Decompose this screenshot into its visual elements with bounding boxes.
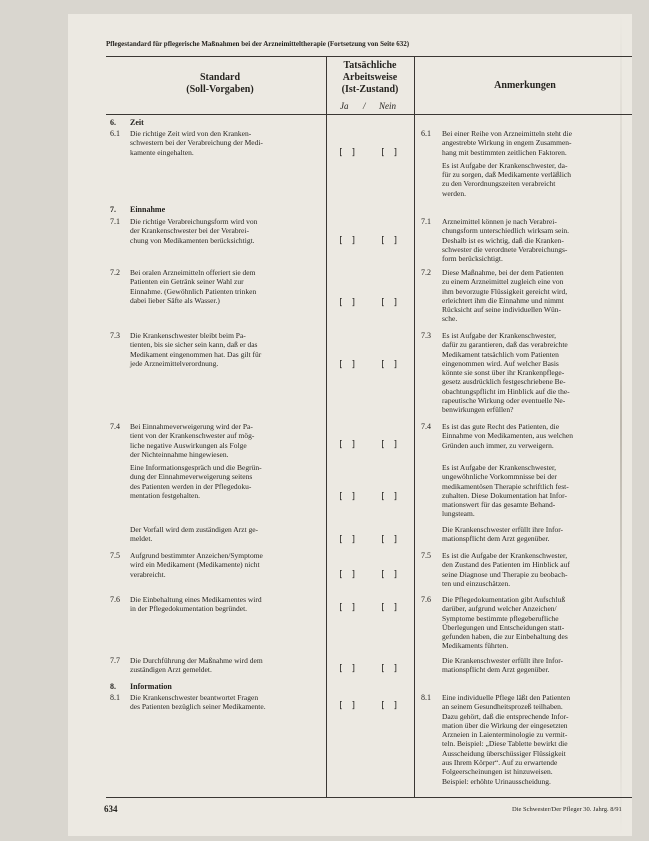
checkbox-ja[interactable]: [ ] [338, 492, 358, 502]
remark-number: 8.1 [421, 693, 431, 702]
checkbox-ja[interactable]: [ ] [338, 535, 358, 545]
header-ist-line3: (Ist-Zustand) [341, 84, 399, 95]
header-standard-sub: (Soll-Vorgaben) [186, 84, 254, 95]
remark-text: Die Krankenschwester erfüllt ihre Infor- mationspflicht dem Arzt gegenüber. [442, 525, 564, 544]
checkbox-nein[interactable]: [ ] [380, 535, 400, 545]
remark-text: Es ist Aufgabe der Krankenschwester, dafür zu garantieren, daß das verabreichte Medikament tatsächlich vom Patienten eingenommen wird. Auf welcher Basis könnte sie sonst über ihr Krankenpflege- gesetz ausdrücklich festgeschriebene Be- obachtungspflicht im Hinblick auf die the- rapeutische Wirkung oder eventuelle Ne- benwirkungen erfüllen? [442, 331, 570, 415]
checkbox-ja[interactable]: [ ] [338, 570, 358, 580]
row-number: 8.1 [110, 693, 120, 702]
section-7-number: 7. [110, 205, 116, 214]
row-number: 7.2 [110, 268, 120, 277]
remark-text: Es ist Aufgabe der Krankenschwester, ungewöhnliche Vorkommnisse bei der medikamentösen Therapie schriftlich fest- zuhalten. Diese Dokumentation hat Infor- mationswert für das gesamte Behand- lungsteam. [442, 463, 569, 519]
standard-text: Die Krankenschwester beantwortet Fragen des Patienten bezüglich seiner Medikamente. [130, 693, 266, 712]
checkbox-nein[interactable]: [ ] [380, 701, 400, 711]
header-slash: / [363, 101, 366, 111]
row-number: 7.4 [110, 422, 120, 431]
page-title: Pflegestandard für pflegerische Maßnahmen bei der Arzneimitteltherapie (Fortsetzung von Seite 632) [106, 40, 410, 48]
checkbox-ja[interactable]: [ ] [338, 440, 358, 450]
checkbox-ja[interactable]: [ ] [338, 148, 358, 158]
section-7-title: Einnahme [130, 205, 166, 214]
checkbox-ja[interactable]: [ ] [338, 298, 358, 308]
remark-number: 7.1 [421, 217, 431, 226]
standard-text: Die Krankenschwester bleibt beim Pa- tienten, bis sie sicher sein kann, daß er das Medikament eingenommen hat. Das gilt für jede Arzneimittelverordnung. [130, 331, 262, 368]
checkbox-ja[interactable]: [ ] [338, 360, 358, 370]
journal-source: Die Schwester/Der Pfleger 30. Jahrg. 8/91 [512, 806, 622, 813]
section-8-number: 8. [110, 682, 116, 691]
header-ist [326, 60, 414, 96]
remark-number: 7.2 [421, 268, 431, 277]
standard-text: Die richtige Zeit wird von den Kranken- schwestern bei der Verabreichung der Medi- kamente eingehalten. [130, 129, 263, 157]
standard-text: Bei Einnahmeverweigerung wird der Pa- tient von der Krankenschwester auf mög- liche negative Auswirkungen als Folge der Nichteinnahme hingewiesen. [130, 422, 255, 459]
remark-number: 7.6 [421, 595, 431, 604]
header-anmerkungen: Anmerkungen [494, 80, 556, 91]
remark-number: 7.4 [421, 422, 431, 431]
row-number: 7.3 [110, 331, 120, 340]
column-divider-right [414, 56, 415, 797]
row-number: 7.6 [110, 595, 120, 604]
header-ist-line1: Tatsächliche [343, 60, 397, 71]
section-8-title: Information [130, 682, 172, 691]
section-6-number: 6. [110, 118, 116, 127]
checkbox-nein[interactable]: [ ] [380, 148, 400, 158]
checkbox-nein[interactable]: [ ] [380, 603, 400, 613]
remark-text: Es ist das gute Recht des Patienten, die Einnahme von Medikamenten, aus welchen Gründen auch immer, zu verweigern. [442, 422, 574, 450]
remark-text: Diese Maßnahme, bei der dem Patienten zu einem Arzneimittel zugleich eine von ihm bevorzugte Flüssigkeit gereicht wird, erleichtert ihm die Einnahme und nimmt Rücksicht auf seine individuellen Wün- sche. [442, 268, 568, 324]
checkbox-ja[interactable]: [ ] [338, 701, 358, 711]
table-bottom-rule [106, 797, 632, 798]
remark-text: Eine individuelle Pflege läßt den Patienten an seinem Gesundheitsprozeß teilhaben. Dazu gehört, daß die entsprechende Infor- mation über die Wirkung der eingesetzten Arzneien in Laienterminologie zu vermit- teln. Beispiel: „Diese Tablette bewirkt die Ausscheidung überschüssiger Flüssigkeit aus Ihrem Körper“. Auf zu erwartende Folgeerscheinungen ist hinzuweisen. Beispiel: erhöhte Urinausscheidung. [442, 693, 571, 786]
table-top-rule [106, 56, 632, 57]
checkbox-nein[interactable]: [ ] [380, 440, 400, 450]
standard-text: Die Durchführung der Maßnahme wird dem zuständigen Arzt gemeldet. [130, 656, 263, 675]
header-standard-title: Standard [199, 72, 240, 83]
checkbox-nein[interactable]: [ ] [380, 492, 400, 502]
checkbox-ja[interactable]: [ ] [338, 664, 358, 674]
checkbox-nein[interactable]: [ ] [380, 360, 400, 370]
checkbox-nein[interactable]: [ ] [380, 236, 400, 246]
page-fold-shadow [620, 14, 622, 836]
remark-number: 7.3 [421, 331, 431, 340]
checkbox-ja[interactable]: [ ] [338, 603, 358, 613]
checkbox-ja[interactable]: [ ] [338, 236, 358, 246]
header-ist-line2: Arbeitsweise [342, 72, 398, 83]
remark-text: Bei einer Reihe von Arzneimitteln steht die angestrebte Wirkung in engem Zusammen- hang mit bestimmten zeitlichen Faktoren. Es ist Aufgabe der Krankenschwester, da- für zu sorgen, daß Medikamente verläßlich zu den Verordnungszeiten verabreicht werden. [442, 129, 572, 198]
standard-text: Der Vorfall wird dem zuständigen Arzt ge- meldet. [130, 525, 259, 544]
remark-text: Arzneimittel können je nach Verabrei- chungsform unterschiedlich wirksam sein. Deshalb ist es wichtig, daß die Kranken- schwester die verordnete Verabreichungs- form berücksichtigt. [442, 217, 570, 264]
standard-text: Die Einbehaltung eines Medikamentes wird in der Pflegedokumentation begründet. [130, 595, 262, 614]
page-number: 634 [104, 804, 118, 814]
remark-text: Die Krankenschwester erfüllt ihre Infor- mationspflicht dem Arzt gegenüber. [442, 656, 564, 675]
row-number: 7.7 [110, 656, 120, 665]
standard-text: Bei oralen Arzneimitteln offeriert sie dem Patienten ein Getränk seiner Wahl zur Einnahme. (Gewöhnlich Patienten trinken dabei lieber Säfte als Wasser.) [130, 268, 257, 305]
remark-number: 6.1 [421, 129, 431, 138]
header-standard [140, 72, 300, 96]
remark-number: 7.5 [421, 551, 431, 560]
section-6-title: Zeit [130, 118, 144, 127]
row-number: 7.1 [110, 217, 120, 226]
row-number: 7.5 [110, 551, 120, 560]
header-ja: Ja [340, 101, 349, 111]
column-divider-left [326, 56, 327, 797]
remark-text: Die Pflegedokumentation gibt Aufschluß darüber, aufgrund welcher Anzeichen/ Symptome bestimmte pflegeberufliche Überlegungen und Entscheidungen statt- gefunden haben, die zur Einbehaltung des Medikaments führten. [442, 595, 568, 651]
header-nein: Nein [379, 101, 396, 111]
remark-text: Es ist die Aufgabe der Krankenschwester, den Zustand des Patienten im Hinblick auf seine Diagnose und Therapie zu beobach- ten und einzuschätzen. [442, 551, 570, 588]
table-header-rule [106, 114, 632, 115]
standard-text: Die richtige Verabreichungsform wird von der Krankenschwester bei der Verabrei- chung von Medikamenten berücksichtigt. [130, 217, 258, 245]
checkbox-nein[interactable]: [ ] [380, 664, 400, 674]
row-number: 6.1 [110, 129, 120, 138]
standard-text: Eine Informationsgespräch und die Begrün- dung der Einnahmeverweigerung seitens des Patienten werden in der Pflegedoku- mentation festgehalten. [130, 463, 262, 500]
checkbox-nein[interactable]: [ ] [380, 570, 400, 580]
standard-text: Aufgrund bestimmter Anzeichen/Symptome wird ein Medikament (Medikamente) nicht verabreicht. [130, 551, 263, 579]
checkbox-nein[interactable]: [ ] [380, 298, 400, 308]
